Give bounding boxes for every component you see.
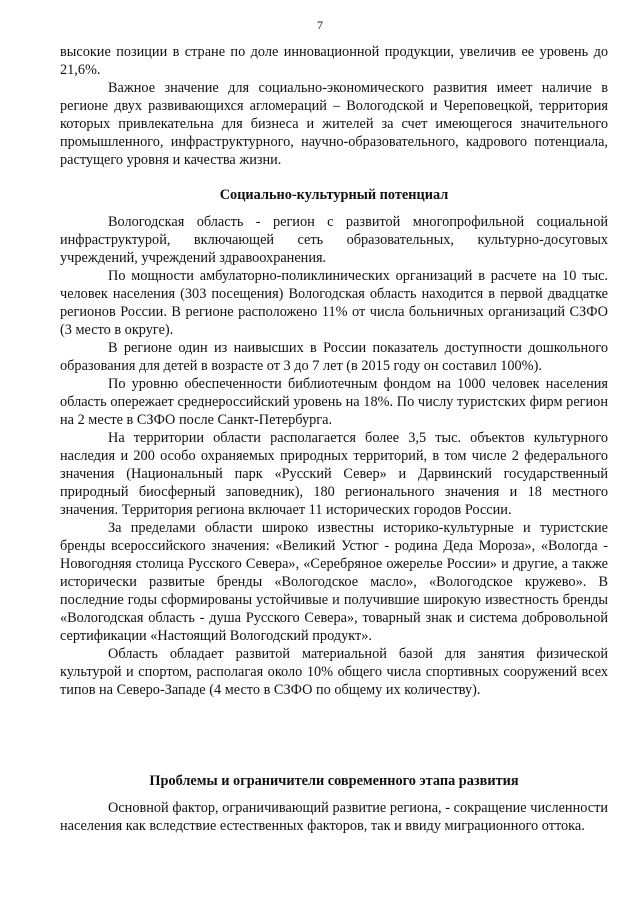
problems-section xyxy=(60,799,608,835)
paragraph-cultural-heritage: На территории области располагается более 3,5 тыс. объектов культурного наследия и 200 особо охраняемых природных территорий, в том числе 2 федерального значения (Национальный парк «Русский Север» и Дарвинский государственный природный биосферный заповедник), 180 регионального значения и 18 местного значения. Территория региона включает 11 исторических городов России. xyxy=(60,430,608,518)
paragraph-social-infrastructure: Вологодская область - регион с развитой многопрофильной социальной инфраструктурой, включающей сеть образовательных, культурно-досуговых учреждений, учреждений здравоохранения. xyxy=(60,214,608,266)
paragraph-agglomerations: Важное значение для социально-экономического развития имеет наличие в регионе двух развивающихся агломераций – Вологодской и Череповецкой, территория которых привлекательна для бизнеса и жителей за счет имеющегося значительного промышленного, инфраструктурного, научно-образовательного, кадрового потенциала, растущего уровня и качества жизни. xyxy=(60,80,608,168)
paragraph-preschool: В регионе один из наивысших в России показатель доступности дошкольного образования для детей в возрасте от 3 до 7 лет (в 2015 году он составил 100%). xyxy=(60,340,608,374)
section-heading-social-cultural: Социально-культурный потенциал xyxy=(219,187,449,203)
social-cultural-section xyxy=(60,213,608,699)
page-number: 7 xyxy=(317,18,323,32)
paragraph-brands: За пределами области широко известны историко-культурные и туристские бренды всероссийского значения: «Великий Устюг - родина Деда Мороза», «Вологда - Новогодняя столица Русского Севера», «Серебряное ожерелье России» и другие, а также исторически развитые бренды «Вологодское масло», «Вологодское кружево». В последние годы сформированы устойчивые и получившие широкую известность бренды «Вологодская область - душа Русского Севера», товарный знак и система добровольной сертификации «Настоящий Вологодский продукт». xyxy=(60,520,608,644)
intro-section xyxy=(60,43,608,169)
paragraph-continuation: высокие позиции в стране по доле инновационной продукции, увеличив ее уровень до 21,6%. xyxy=(60,44,608,78)
paragraph-libraries-tourism: По уровню обеспеченности библиотечным фондом на 1000 человек населения область опережает среднероссийский уровень на 18%. По числу туристских фирм регион на 2 месте в СЗФО после Санкт-Петербурга. xyxy=(60,376,608,428)
section-heading-problems: Проблемы и ограничители современного этапа развития xyxy=(149,773,519,789)
paragraph-healthcare: По мощности амбулаторно-поликлинических организаций в расчете на 10 тыс. человек населения (303 посещения) Вологодская область находится в первой двадцатке регионов России. В регионе расположено 11% от числа больничных организаций СЗФО (3 место в округе). xyxy=(60,268,608,338)
paragraph-population-decline: Основной фактор, ограничивающий развитие региона, - сокращение численности населения как вследствие естественных факторов, так и ввиду миграционного оттока. xyxy=(60,800,608,834)
paragraph-sports: Область обладает развитой материальной базой для занятия физической культурой и спортом, располагая около 10% общего числа спортивных сооружений всех типов на Северо-Западе (4 место в СЗФО по общему их количеству). xyxy=(60,646,608,698)
